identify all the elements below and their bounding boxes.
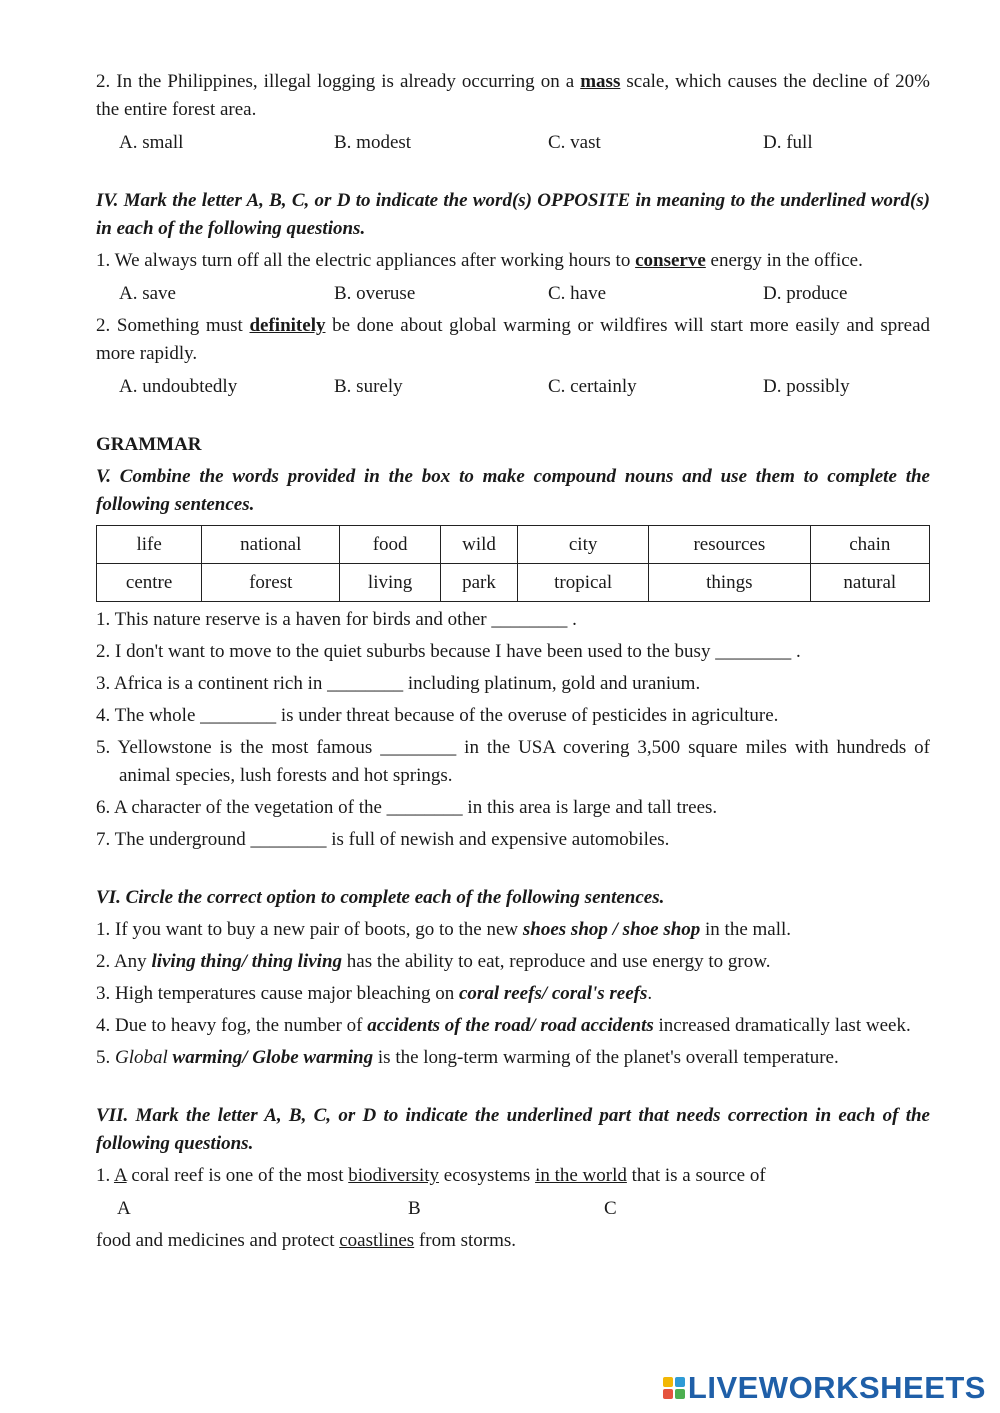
underlined-part-b[interactable]: biodiversity bbox=[348, 1165, 440, 1186]
underlined-word: definitely bbox=[249, 315, 326, 336]
choice-pair[interactable]: shoes shop / shoe shop bbox=[522, 919, 701, 940]
word-cell: natural bbox=[810, 564, 929, 602]
choice-pair[interactable]: living thing/ thing living bbox=[151, 951, 343, 972]
letter-c: C bbox=[604, 1198, 617, 1219]
table-row bbox=[97, 526, 930, 564]
underlined-part-c[interactable]: in the world bbox=[535, 1165, 627, 1186]
section-5-sentence-2: 2. I don't want to move to the quiet suburbs because I have been used to the busy ________ . bbox=[96, 641, 801, 662]
logo-mark-icon bbox=[663, 1377, 685, 1399]
word-cell: forest bbox=[202, 564, 340, 602]
section-5-sentence-6: 6. A character of the vegetation of the ________ in this area is large and tall trees. bbox=[96, 797, 718, 818]
word-cell: life bbox=[97, 526, 202, 564]
section-5-title: V. Combine the words provided in the box to make compound nouns and use them to complete the following sentences. bbox=[96, 466, 930, 515]
option-d[interactable]: D. full bbox=[763, 132, 813, 153]
option-a[interactable]: A. small bbox=[119, 132, 184, 153]
option-b[interactable]: B. modest bbox=[334, 132, 412, 153]
option-b[interactable]: B. overuse bbox=[334, 283, 416, 304]
underlined-word: mass bbox=[580, 71, 621, 92]
section-6-question-5: 5. Global warming/ Globe warming is the long-term warming of the planet's overall temperature. bbox=[96, 1047, 839, 1068]
word-cell: things bbox=[649, 564, 810, 602]
answer-options bbox=[96, 280, 930, 308]
option-d[interactable]: D. produce bbox=[763, 283, 848, 304]
section-5-sentence-1: 1. This nature reserve is a haven for birds and other ________ . bbox=[96, 609, 577, 630]
word-cell: wild bbox=[440, 526, 517, 564]
section-5-sentence-5: 5. Yellowstone is the most famous ________ in the USA covering 3,500 square miles with hundreds of animal species, lush forests and hot springs. bbox=[96, 737, 930, 786]
section-4-title: IV. Mark the letter A, B, C, or D to indicate the word(s) OPPOSITE in meaning to the underlined word(s) in each of the following questions. bbox=[96, 190, 930, 239]
table-row bbox=[97, 564, 930, 602]
word-cell: city bbox=[518, 526, 649, 564]
liveworksheets-logo bbox=[663, 1370, 986, 1406]
section-6-question-2: 2. Any living thing/ thing living has the ability to eat, reproduce and use energy to grow. bbox=[96, 951, 771, 972]
option-a[interactable]: A. undoubtedly bbox=[119, 376, 238, 397]
option-c[interactable]: C. certainly bbox=[548, 376, 637, 397]
section-7-question-1-cont: food and medicines and protect coastlines from storms. bbox=[96, 1230, 517, 1251]
option-a[interactable]: A. save bbox=[119, 283, 176, 304]
underlined-part-a[interactable]: A bbox=[113, 1165, 127, 1186]
vocab-question-2: 2. In the Philippines, illegal logging is already occurring on a mass scale, which causes the decline of 20% the entire forest area. bbox=[96, 71, 931, 120]
section-5-sentence-4: 4. The whole ________ is under threat because of the overuse of pesticides in agriculture. bbox=[96, 705, 779, 726]
word-cell: park bbox=[440, 564, 517, 602]
section-5-sentence-7: 7. The underground ________ is full of newish and expensive automobiles. bbox=[96, 829, 670, 850]
logo-text: LIVEWORKSHEETS bbox=[687, 1370, 986, 1405]
option-d[interactable]: D. possibly bbox=[763, 376, 850, 397]
word-cell: tropical bbox=[518, 564, 649, 602]
word-box-table bbox=[96, 525, 930, 602]
word-cell: living bbox=[340, 564, 441, 602]
worksheet-page bbox=[96, 68, 930, 1255]
section-4-question-1: 1. We always turn off all the electric appliances after working hours to conserve energy in the office. bbox=[96, 250, 863, 271]
choice-pair[interactable]: accidents of the road/ road accidents bbox=[367, 1015, 654, 1036]
section-6-title: VI. Circle the correct option to complete each of the following sentences. bbox=[96, 887, 665, 908]
choice-pair[interactable]: warming/ Globe warming bbox=[167, 1047, 374, 1068]
underlined-part-d[interactable]: coastlines bbox=[339, 1230, 415, 1251]
option-c[interactable]: C. have bbox=[548, 283, 607, 304]
option-c[interactable]: C. vast bbox=[548, 132, 601, 153]
option-b[interactable]: B. surely bbox=[334, 376, 403, 397]
section-4-question-2: 2. Something must definitely be done about global warming or wildfires will start more easily and spread more rapidly. bbox=[96, 315, 930, 364]
word-cell: national bbox=[202, 526, 340, 564]
word-cell: resources bbox=[649, 526, 810, 564]
section-6-question-3: 3. High temperatures cause major bleaching on coral reefs/ coral's reefs. bbox=[96, 983, 653, 1004]
word-cell: chain bbox=[810, 526, 929, 564]
grammar-heading: GRAMMAR bbox=[96, 434, 202, 455]
letter-b: B bbox=[408, 1198, 421, 1219]
word-cell: food bbox=[340, 526, 441, 564]
underlined-word: conserve bbox=[635, 250, 706, 271]
choice-pair[interactable]: coral reefs/ coral's reefs bbox=[459, 983, 648, 1004]
section-6-question-1: 1. If you want to buy a new pair of boots, go to the new shoes shop / shoe shop in the mall. bbox=[96, 919, 792, 940]
section-7-title: VII. Mark the letter A, B, C, or D to indicate the underlined part that needs correction in each of the following questions. bbox=[96, 1105, 930, 1154]
section-6-question-4: 4. Due to heavy fog, the number of accidents of the road/ road accidents increased dramatically last week. bbox=[96, 1015, 911, 1036]
word-cell: centre bbox=[97, 564, 202, 602]
section-5-sentence-3: 3. Africa is a continent rich in ________ including platinum, gold and uranium. bbox=[96, 673, 701, 694]
answer-options bbox=[96, 373, 930, 401]
section-7-question-1: 1. A coral reef is one of the most biodiversity ecosystems in the world that is a source of bbox=[96, 1165, 766, 1186]
answer-options bbox=[96, 129, 930, 157]
part-letters bbox=[96, 1195, 930, 1223]
letter-a: A bbox=[117, 1198, 131, 1219]
